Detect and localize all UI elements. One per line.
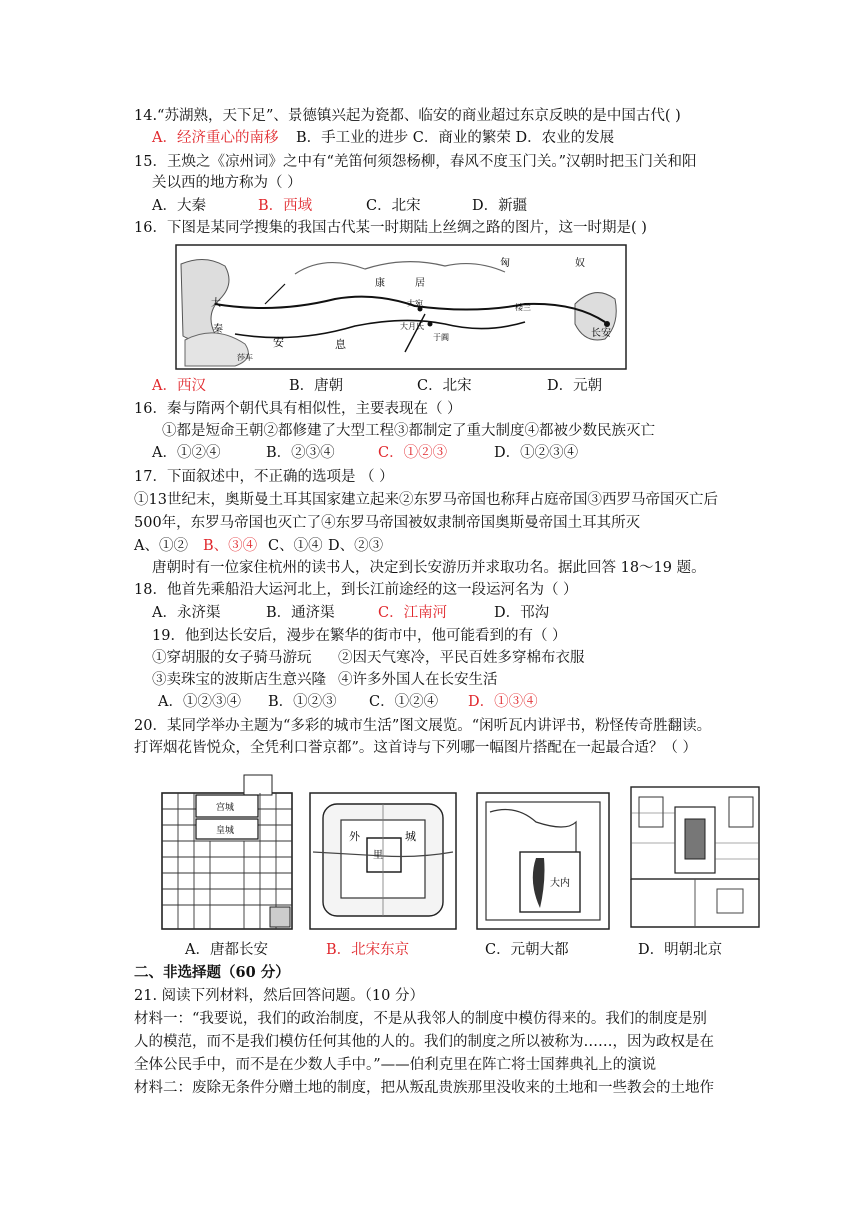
- map-label: 长安: [591, 328, 611, 339]
- map-label: 于阗: [433, 333, 449, 342]
- q17-line2: 500年，东罗马帝国也灭亡了④东罗马帝国被奴隶制帝国奥斯曼帝国土耳其所灭: [134, 515, 641, 531]
- q16b-option-d: D．①②③④: [494, 445, 579, 461]
- q19-option-c: C．①②④: [369, 694, 439, 710]
- q14-other-options: B．手工业的进步 C．商业的繁荣 D．农业的发展: [296, 130, 615, 146]
- q16-option-c: C．北宋: [417, 378, 472, 394]
- map-label: 秦: [213, 324, 223, 335]
- q17-option-a: A、①②: [134, 538, 188, 554]
- figure-label: 里: [373, 850, 383, 861]
- map-label: 大: [211, 298, 221, 309]
- q20-stem-line2: 打诨烟花皆悦众，全凭利口誉京都”。这首诗与下列哪一幅图片搭配在一起最合适？（ ）: [134, 740, 698, 756]
- map-label: 康: [375, 278, 385, 289]
- q18-19-intro: 唐朝时有一位家住杭州的读书人，决定到长安游历并求取功名。据此回答 18～19 题。: [152, 560, 706, 576]
- map-label: 大月氏: [400, 322, 424, 331]
- q16-option-b: B．唐朝: [289, 378, 344, 394]
- map-label: 大宛: [407, 299, 423, 308]
- q19-option-d-answer: D．①③④: [468, 694, 538, 710]
- map-label: 莎车: [237, 353, 253, 362]
- q15-option-d: D．新疆: [472, 198, 528, 214]
- map-label: 息: [335, 338, 346, 351]
- figure-ming-beijing: [625, 773, 765, 931]
- q15-stem-line1: 15．王焕之《凉州词》之中有“羌笛何须怨杨柳，春风不度玉门关。”汉朝时把玉门关和阳: [134, 154, 697, 170]
- q18-option-a: A．永济渠: [152, 605, 221, 621]
- q16b-stem: 16．秦与隋两个朝代具有相似性，主要表现在（ ）: [134, 401, 462, 417]
- q20-option-d: D．明朝北京: [638, 942, 723, 958]
- q20-stem-line1: 20．某同学举办主题为“多彩的城市生活”图文展览。“闲听瓦内讲评书，粉怪传奇胜翻读。: [134, 718, 712, 734]
- silk-road-map: [175, 244, 627, 370]
- q18-option-b: B．通济渠: [266, 605, 335, 621]
- q17-option-b-answer: B、③④: [203, 538, 258, 554]
- q19-stem: 19．他到达长安后，漫步在繁华的街市中，他可能看到的有（ ）: [152, 628, 567, 644]
- section-2-heading: 二、非选择题（60 分）: [134, 964, 290, 981]
- q19-item-3: ③卖珠宝的波斯店生意兴隆: [152, 672, 326, 688]
- figure-label: 大内: [550, 878, 570, 889]
- map-label: 楼兰: [515, 303, 531, 312]
- q14-option-a-answer: A．经济重心的南移: [152, 130, 279, 146]
- q16b-option-b: B．②③④: [266, 445, 335, 461]
- q16b-option-c-answer: C．①②③: [378, 445, 448, 461]
- figure-yuan-dadu: [476, 792, 610, 930]
- q17-stem: 17．下面叙述中，不正确的选项是 （ ）: [134, 469, 394, 485]
- map-label: 居: [415, 278, 425, 289]
- q21-material1-line1: 材料一：“我要说，我们的政治制度，不是从我邻人的制度中模仿得来的。我们的制度是别: [134, 1011, 707, 1027]
- q15-stem-line2: 关以西的地方称为（ ）: [152, 175, 302, 191]
- q16-option-d: D．元朝: [547, 378, 603, 394]
- q18-stem: 18．他首先乘船沿大运河北上，到长江前途经的这一段运河名为（ ）: [134, 582, 578, 598]
- q15-option-a: A．大秦: [152, 198, 206, 214]
- q19-item-2: ②因天气寒冷，平民百姓多穿棉布衣服: [338, 650, 585, 666]
- figure-tang-changan: [160, 773, 294, 931]
- q16b-option-a: A．①②④: [152, 445, 221, 461]
- q21-material1-line3: 全体公民手中，而不是在少数人手中。”——伯利克里在阵亡将士国葬典礼上的演说: [134, 1057, 657, 1073]
- q15-option-b-answer: B．西域: [258, 198, 313, 214]
- q20-option-c: C．元朝大都: [485, 942, 569, 958]
- q21-stem: 21. 阅读下列材料，然后回答问题。（10 分）: [134, 988, 424, 1004]
- q17-line1: ①13世纪末，奥斯曼土耳其国家建立起来②东罗马帝国也称拜占庭帝国③西罗马帝国灭亡后: [134, 492, 718, 508]
- q14-stem: 14.“苏湖熟，天下足”、景德镇兴起为瓷都、临安的商业超过东京反映的是中国古代( ): [134, 108, 681, 124]
- q20-option-b-answer: B．北宋东京: [326, 942, 410, 958]
- q16-stem: 16．下图是某同学搜集的我国古代某一时期陆上丝绸之路的图片，这一时期是( ): [134, 220, 647, 236]
- figure-label: 皇城: [216, 826, 235, 836]
- figure-label: 外: [349, 830, 360, 843]
- map-label: 匈: [500, 258, 510, 269]
- map-label: 安: [273, 336, 284, 349]
- q19-option-a: A．①②③④: [158, 694, 241, 710]
- q19-item-1: ①穿胡服的女子骑马游玩: [152, 650, 312, 666]
- q17-option-d: D、②③: [328, 538, 384, 554]
- q20-option-a: A．唐都长安: [185, 942, 268, 958]
- figure-song-dongjing: [309, 792, 457, 930]
- q19-option-b: B．①②③: [268, 694, 337, 710]
- q16b-items: ①都是短命王朝②都修建了大型工程③都制定了重大制度④都被少数民族灭亡: [162, 423, 655, 439]
- q18-option-c-answer: C．江南河: [378, 605, 448, 621]
- q21-material1-line2: 人的模范，而不是我们模仿任何其他的人的。我们的制度之所以被称为……，因为政权是在: [134, 1034, 714, 1050]
- q21-material2-line1: 材料二：废除无条件分赠土地的制度，把从叛乱贵族那里没收来的土地和一些教会的土地作: [134, 1080, 714, 1096]
- q17-option-c: C、①④: [268, 538, 323, 554]
- q16-option-a-answer: A．西汉: [152, 378, 206, 394]
- figure-label: 城: [405, 830, 416, 843]
- figure-label: 宫城: [216, 803, 235, 813]
- q18-option-d: D．邗沟: [494, 605, 550, 621]
- map-label: 奴: [575, 258, 585, 269]
- q15-option-c: C．北宋: [366, 198, 421, 214]
- q19-item-4: ④许多外国人在长安生活: [338, 672, 498, 688]
